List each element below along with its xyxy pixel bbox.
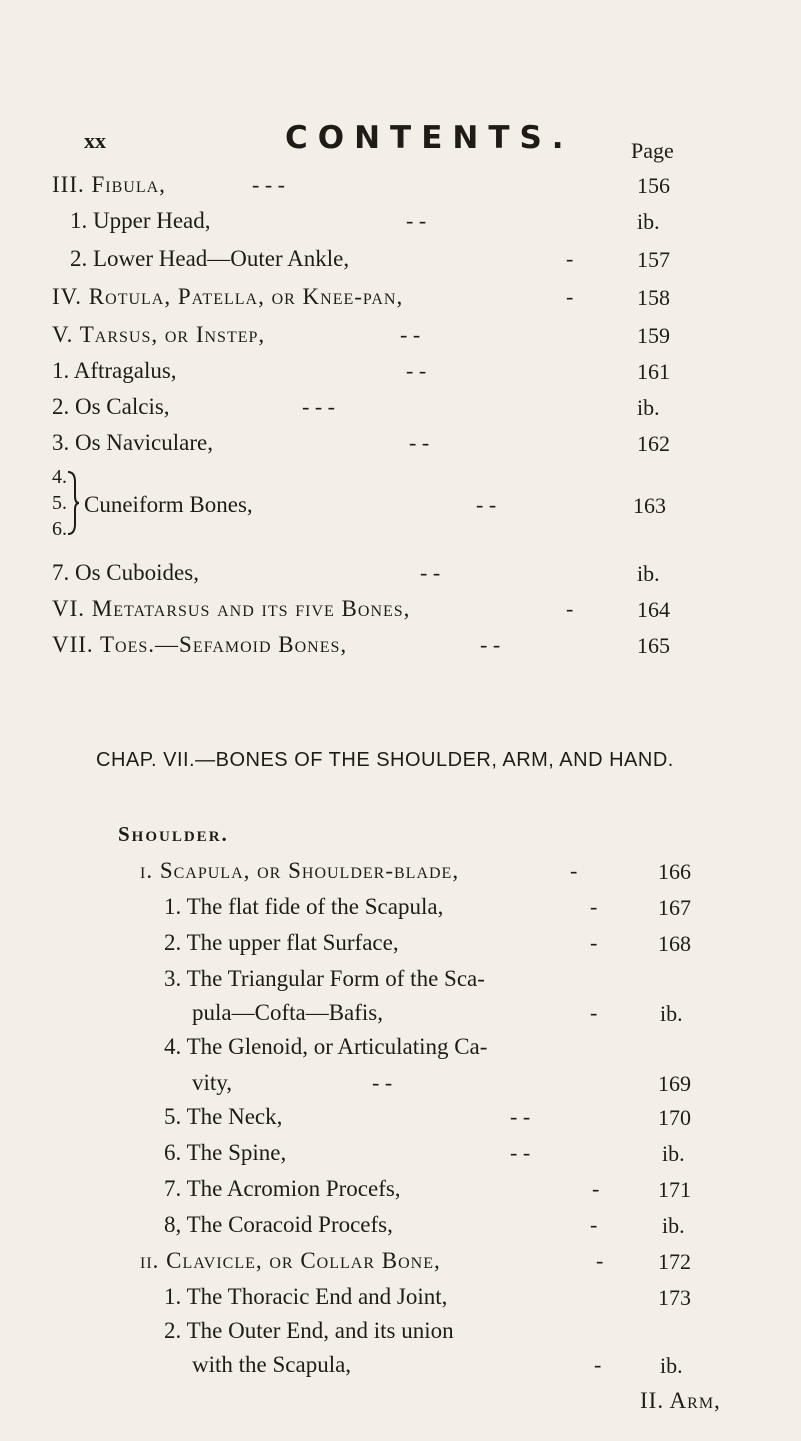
dash-leader: -	[590, 930, 598, 955]
toc-entry: 3. The Triangular Form of the Sca-	[164, 966, 485, 991]
toc-page-ref: 164	[637, 597, 670, 622]
toc-entry: 1. The flat fide of the Scapula,	[164, 894, 444, 919]
dash-leader: -	[570, 858, 578, 883]
toc-entry: Cuneiform Bones,	[84, 492, 253, 517]
dash-leader: -	[590, 894, 598, 919]
toc-entry: 5. The Neck,	[164, 1104, 283, 1129]
toc-entry: VI. Metatarsus and its five Bones,	[52, 596, 411, 621]
dash-leader: -	[566, 596, 574, 621]
dash-leader: - -	[480, 632, 501, 657]
toc-page-ref: 159	[637, 323, 670, 348]
catchword: II. Arm,	[640, 1388, 721, 1413]
dash-leader: - -	[420, 560, 441, 585]
toc-page-ref: 169	[658, 1071, 691, 1096]
dash-leader: -	[566, 284, 574, 309]
toc-page-ref: ib.	[662, 1141, 685, 1166]
dash-leader: - -	[400, 322, 421, 347]
toc-entry: pula—Cofta—Bafis,	[192, 1000, 383, 1025]
toc-entry: 8, The Coracoid Procefs,	[164, 1212, 393, 1237]
brace-number: 5.	[52, 492, 67, 514]
toc-page-ref: ib.	[637, 395, 660, 420]
toc-entry: 2. The Outer End, and its union	[164, 1318, 454, 1343]
toc-entry: 1. Upper Head,	[70, 208, 211, 233]
dash-leader: - -	[510, 1104, 531, 1129]
brace-icon	[66, 470, 80, 536]
dash-leader: - - -	[302, 394, 335, 419]
brace-number: 6.	[52, 518, 67, 540]
toc-entry: III. Fibula,	[52, 172, 166, 197]
toc-page-ref: 158	[637, 285, 670, 310]
toc-page-ref: ib.	[660, 1353, 683, 1378]
toc-entry: 7. The Acromion Procefs,	[164, 1176, 401, 1201]
toc-page-ref: ib.	[637, 209, 660, 234]
toc-page-ref: 168	[658, 931, 691, 956]
toc-entry: 2. Lower Head—Outer Ankle,	[70, 246, 350, 271]
toc-page-ref: 166	[658, 859, 691, 884]
toc-entry: 7. Os Cuboides,	[52, 560, 199, 585]
toc-page-ref: 156	[637, 173, 670, 198]
toc-entry: 6. The Spine,	[164, 1140, 287, 1165]
toc-entry: V. Tarsus, or Instep,	[52, 322, 266, 347]
toc-page-ref: 161	[637, 359, 670, 384]
toc-entry: 2. The upper flat Surface,	[164, 930, 399, 955]
running-title: CONTENTS.	[285, 120, 574, 156]
toc-page-ref: ib.	[637, 561, 660, 586]
dash-leader: - - -	[252, 172, 285, 197]
toc-entry: vity,	[192, 1070, 233, 1095]
dash-leader: -	[592, 1176, 600, 1201]
toc-page-ref: 165	[637, 633, 670, 658]
dash-leader: - -	[372, 1070, 393, 1095]
dash-leader: - -	[409, 430, 430, 455]
dash-leader: -	[566, 246, 574, 271]
toc-page-ref: 173	[658, 1285, 691, 1310]
toc-entry: with the Scapula,	[192, 1352, 352, 1377]
toc-page-ref: 170	[658, 1105, 691, 1130]
toc-page-ref: ib.	[660, 1001, 683, 1026]
toc-entry: VII. Toes.—Sefamoid Bones,	[52, 632, 348, 657]
toc-page-ref: 162	[637, 431, 670, 456]
dash-leader: -	[590, 1000, 598, 1025]
toc-entry: 1. The Thoracic End and Joint,	[164, 1284, 448, 1309]
section-heading-shoulder: Shoulder.	[118, 822, 229, 846]
page-number: xx	[84, 128, 106, 153]
toc-page-ref: 163	[633, 493, 666, 518]
toc-page-ref: ib.	[662, 1213, 685, 1238]
toc-entry: 1. Aftragalus,	[52, 358, 177, 383]
dash-leader: - -	[406, 208, 427, 233]
brace-number: 4.	[52, 466, 67, 488]
dash-leader: -	[596, 1248, 604, 1273]
toc-page-ref: 167	[658, 895, 691, 920]
dash-leader: -	[590, 1212, 598, 1237]
toc-page-ref: 157	[637, 247, 670, 272]
dash-leader: -	[594, 1352, 602, 1377]
toc-entry: 2. Os Calcis,	[52, 394, 170, 419]
chapter-heading: CHAP. VII.—BONES OF THE SHOULDER, ARM, AND HAND.	[96, 749, 674, 771]
toc-entry: i. Scapula, or Shoulder-blade,	[140, 858, 460, 883]
toc-entry: ii. Clavicle, or Collar Bone,	[140, 1248, 441, 1273]
dash-leader: - -	[406, 358, 427, 383]
toc-page-ref: 171	[658, 1177, 691, 1202]
toc-entry: 4. The Glenoid, or Articulating Ca-	[164, 1034, 488, 1059]
toc-entry: 3. Os Naviculare,	[52, 430, 213, 455]
toc-page-ref: 172	[658, 1249, 691, 1274]
dash-leader: - -	[476, 492, 497, 517]
toc-entry: IV. Rotula, Patella, or Knee-pan,	[52, 284, 404, 309]
dash-leader: - -	[510, 1140, 531, 1165]
page-column-label: Page	[631, 138, 674, 163]
